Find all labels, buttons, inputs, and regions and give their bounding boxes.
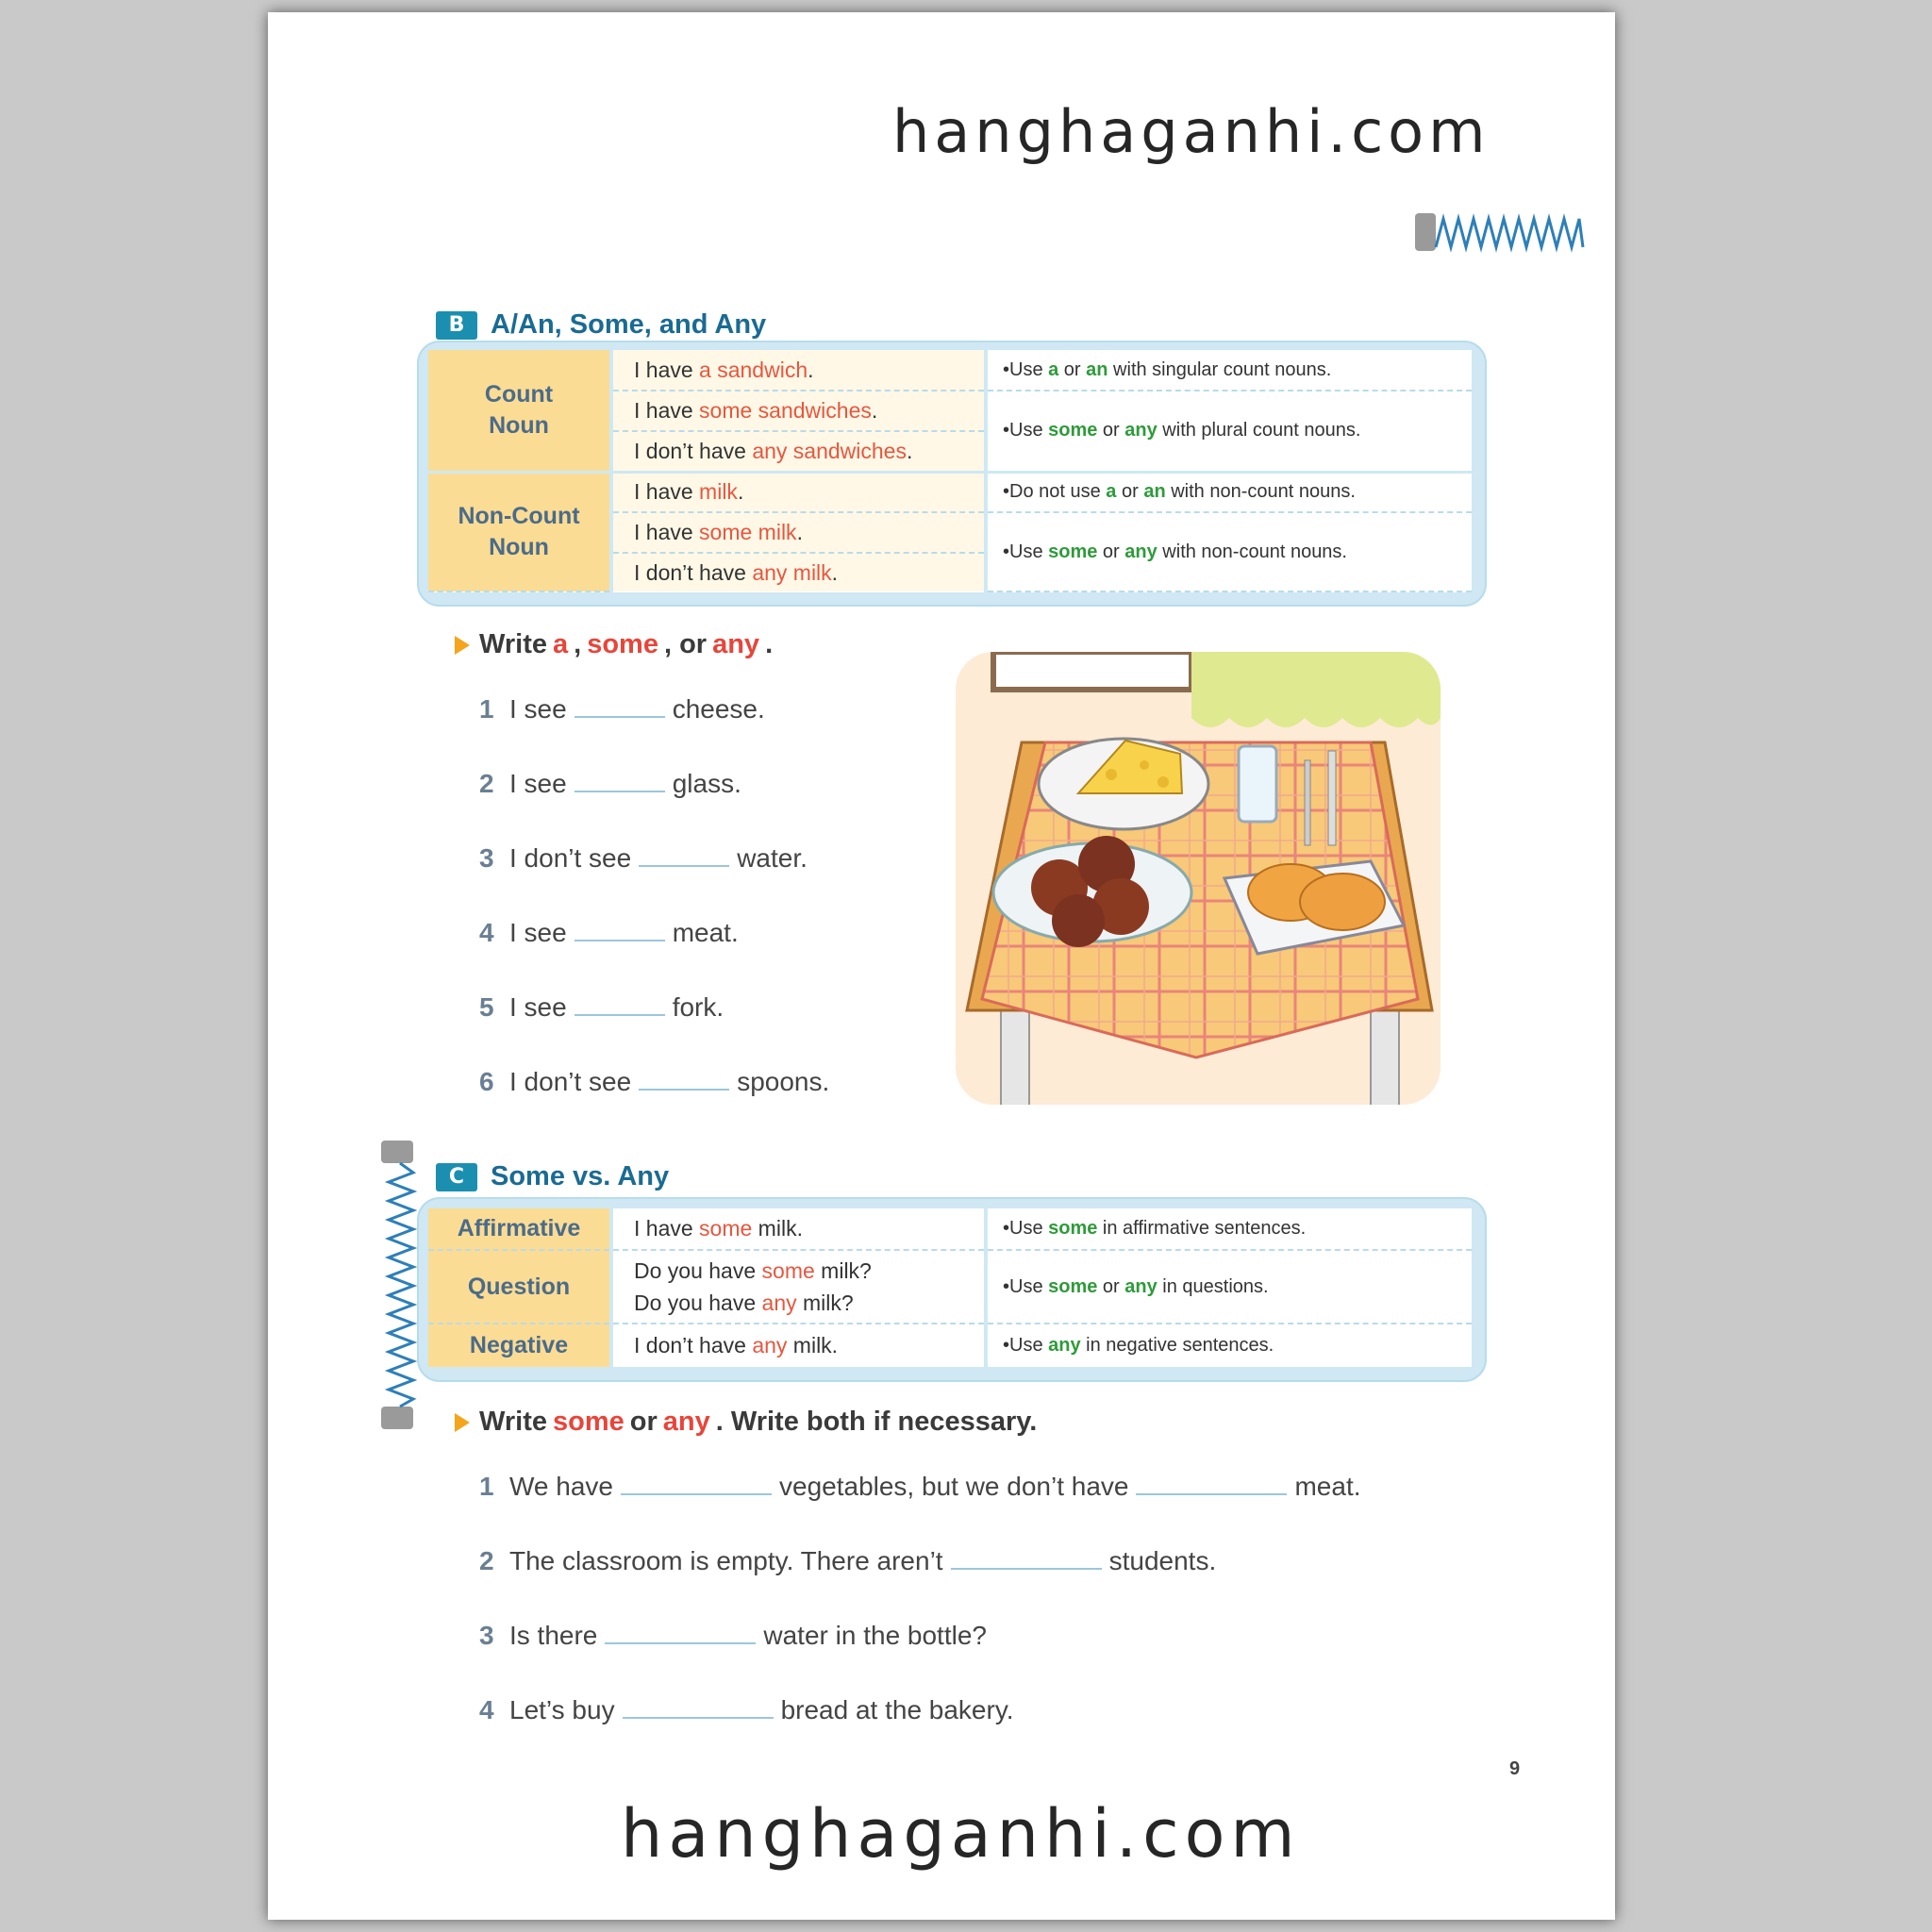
rule-text: •Use a or an with singular count nouns.: [986, 350, 1472, 391]
example-line: I have some milk.: [611, 512, 986, 553]
triangle-bullet-icon: [455, 1413, 470, 1432]
triangle-bullet-icon: [455, 636, 470, 655]
exercise-c-item: 1 We have vegetables, but we don’t have meat.: [479, 1467, 1361, 1502]
answer-blank[interactable]: [951, 1541, 1102, 1570]
example-line: I have milk.: [611, 472, 986, 512]
example-line: I have a sandwich.: [611, 350, 986, 391]
instruction-c: Write some or any . Write both if necessary.: [455, 1407, 1037, 1438]
exercise-c-item: 2 The classroom is empty. There aren’t students.: [479, 1541, 1216, 1576]
exercise-b-item: 4 I see meat.: [479, 913, 739, 948]
exercise-b-item: 1 I see cheese.: [479, 690, 765, 724]
exercise-b-item: 2 I see glass.: [479, 764, 741, 799]
page-number: 9: [1509, 1758, 1521, 1779]
example-line: I have some sandwiches.: [611, 391, 986, 431]
grammar-table-c: [428, 1208, 1472, 1367]
spiral-binding-top-icon: [1415, 209, 1585, 255]
exercise-b-item: 5 I see fork.: [479, 988, 724, 1023]
answer-blank[interactable]: [605, 1616, 756, 1644]
row-header-negative: Negative: [428, 1324, 611, 1367]
answer-blank[interactable]: [639, 839, 729, 867]
rule-text: •Use some or any with non-count nouns.: [986, 512, 1472, 591]
exercise-c-item: 4 Let’s buy bread at the bakery.: [479, 1690, 1014, 1725]
rule-text: •Use some in affirmative sentences.: [986, 1208, 1472, 1250]
exercise-b-item: 6 I don’t see spoons.: [479, 1062, 829, 1097]
answer-blank[interactable]: [575, 988, 665, 1016]
example-line: I have some milk.: [611, 1208, 986, 1250]
row-header-affirmative: Affirmative: [428, 1208, 611, 1250]
workbook-page: [268, 12, 1615, 1920]
row-header-question: Question: [428, 1250, 611, 1324]
rule-text: •Use some or any in questions.: [986, 1250, 1472, 1324]
exercise-c-item: 3 Is there water in the bottle?: [479, 1616, 987, 1651]
answer-blank[interactable]: [575, 764, 665, 792]
answer-blank[interactable]: [623, 1690, 774, 1719]
section-c-letter: C: [436, 1163, 477, 1191]
example-line: I don’t have any milk.: [611, 1324, 986, 1367]
answer-blank[interactable]: [621, 1467, 772, 1495]
section-c-title: Some vs. Any: [491, 1161, 670, 1191]
row-header-non-count-noun: Non-Count Noun: [428, 472, 611, 591]
rule-text: •Use any in negative sentences.: [986, 1324, 1472, 1367]
section-c-heading: [436, 1161, 669, 1192]
watermark-bottom: hanghaganhi.com: [621, 1795, 1301, 1873]
section-b-letter: B: [436, 311, 477, 340]
example-line: I don’t have any milk.: [611, 553, 986, 591]
answer-blank[interactable]: [1136, 1467, 1287, 1495]
section-b-title: A/An, Some, and Any: [491, 309, 767, 340]
grammar-table-b: [428, 350, 1472, 592]
rule-text: •Use some or any with plural count nouns.: [986, 391, 1472, 472]
spiral-binding-left-icon: [379, 1141, 417, 1429]
exercise-b-item: 3 I don’t see water.: [479, 839, 808, 874]
answer-blank[interactable]: [575, 913, 665, 941]
example-line: I don’t have any sandwiches.: [611, 431, 986, 472]
rule-text: •Do not use a or an with non-count nouns.: [986, 472, 1472, 512]
example-line: Do you have some milk? Do you have any milk?: [611, 1250, 986, 1324]
section-b-heading: [436, 309, 766, 341]
instruction-b: Write a , some , or any .: [455, 629, 773, 660]
answer-blank[interactable]: [575, 690, 665, 718]
watermark-top: hanghaganhi.com: [892, 97, 1491, 166]
food-table-illustration: [956, 652, 1441, 1105]
row-header-count-noun: Count Noun: [428, 350, 611, 472]
answer-blank[interactable]: [639, 1062, 729, 1091]
